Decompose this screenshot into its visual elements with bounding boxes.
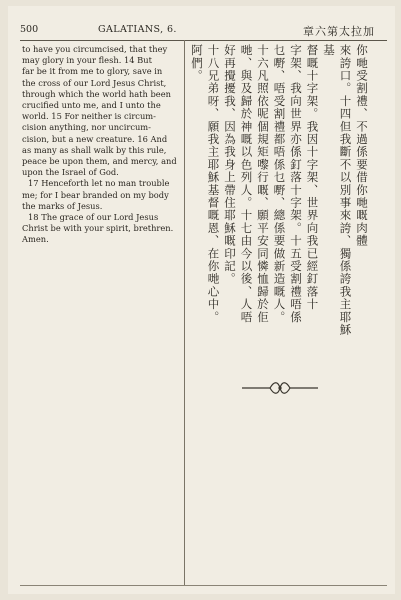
chinese-column-line: 你哋受割禮、不過係要借你哋嘅肉體 [355,44,369,248]
chinese-column-line: 字架、我向世界亦係釘落十字架。十五受割禮唔係 [289,44,303,324]
english-line: Christ be with your spirit, brethren. [22,223,174,234]
english-line: crucified unto me, and I unto the [22,100,161,111]
header-rule [20,40,387,41]
chinese-column-line: 十八兄弟呀、願我主耶穌基督嘅恩、在你哋心中。 [206,44,221,324]
english-line: the cross of our Lord Jesus Christ, [22,77,167,88]
english-line: world. 15 For neither is circum- [22,111,156,122]
english-line: 17 Henceforth let no man trouble [28,178,170,189]
english-line: upon the Israel of God. [22,167,119,178]
english-line: 18 The grace of our Lord Jesus [28,212,159,223]
chinese-text-column [190,44,370,344]
english-line: as many as shall walk by this rule, [22,144,167,155]
english-line: may glory in your flesh. 14 But [22,55,152,66]
column-divider [184,40,185,586]
footer-rule [20,585,387,586]
english-line: cision, but a new creature. 16 And [22,133,168,144]
chinese-column-line: 督嘅十字架。我因十字架、世界向我已經釘落十 [305,44,320,311]
chinese-column-line: 來誇口。十四但我斷不以別事來誇、獨係誇我主耶穌基 [322,44,353,337]
english-text-column [22,44,180,246]
running-title-chinese: 章六第太拉加 [303,25,375,38]
english-line: to have you circumcised, that they [22,44,168,54]
english-line: far be it from me to glory, save in [22,66,163,77]
english-line: me; for I bear branded on my body [22,189,169,200]
english-line: through which the world hath been [22,88,171,99]
english-line: Amen. [22,234,49,245]
page-number: 500 [20,24,39,35]
chinese-column-line: 好再攪擾我、因為我身上帶住耶穌嘅印記。 [223,44,237,286]
english-line: peace be upon them, and mercy, and [22,156,177,167]
running-title-english: GALATIANS, 6. [98,24,177,35]
chinese-column-line: 乜嘢、唔受割禮都唔係乜嘢、總係要做新造嘅人。 [272,44,287,324]
chinese-column-line: 十六凡照依呢個規矩嚟行嘅、願平安同憐恤歸於佢 [256,44,270,324]
end-ornament [240,378,320,398]
chinese-column-line: 阿們。 [190,44,204,83]
english-line: cision anything, nor uncircum- [22,122,151,133]
english-line: the marks of Jesus. [22,200,103,211]
page-header [20,24,387,40]
chinese-column-line: 哋、與及歸於神嘅以色列人。十七由今以後、人唔 [239,44,254,324]
